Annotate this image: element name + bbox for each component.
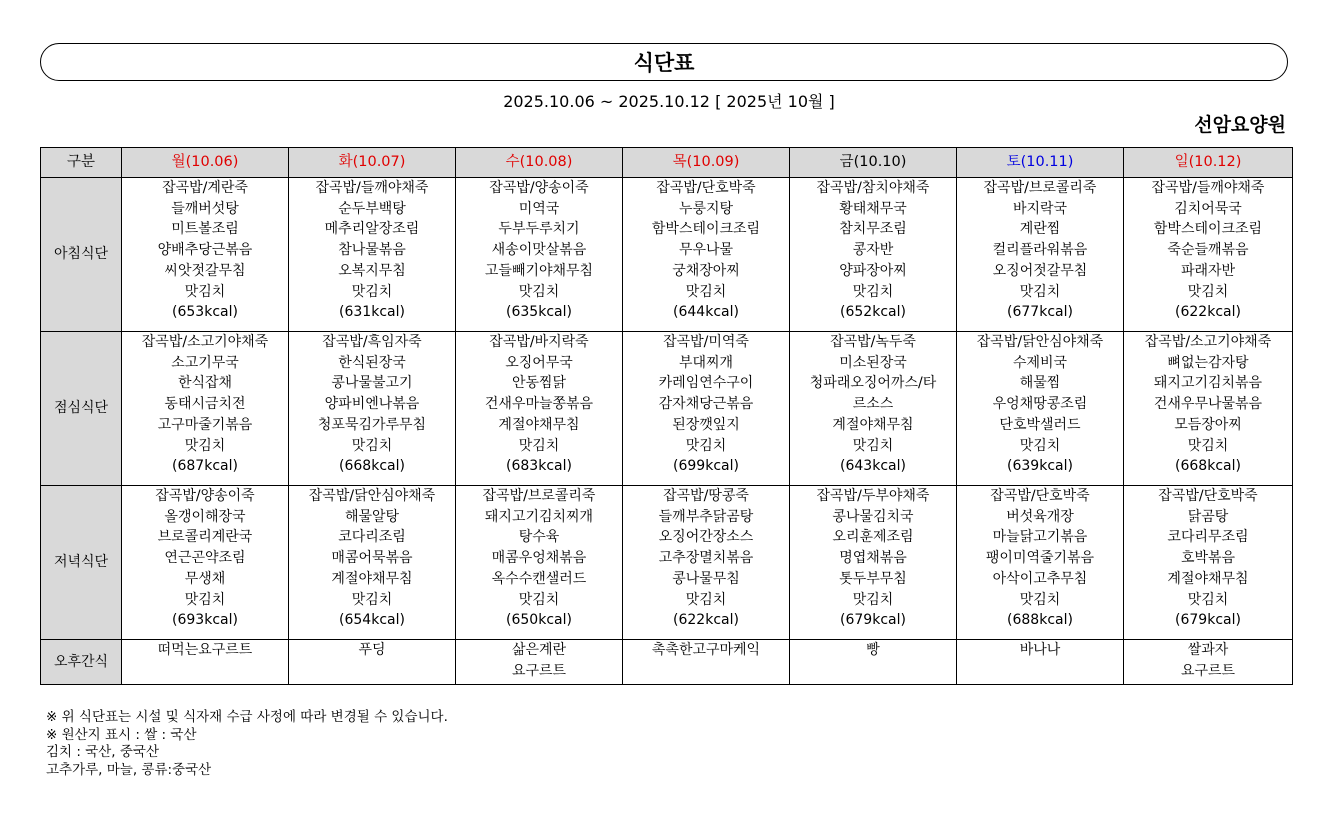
menu-cell <box>1124 332 1293 486</box>
menu-item: 잡곡밥/양송이죽 <box>155 488 255 504</box>
menu-item: (668kcal) <box>1175 458 1241 475</box>
menu-cell <box>122 640 289 685</box>
menu-item: 한식잡채 <box>177 375 233 392</box>
meal-row <box>41 332 1293 486</box>
menu-cell <box>623 178 790 332</box>
menu-item: (622kcal) <box>673 612 739 629</box>
menu-item: (643kcal) <box>840 458 906 475</box>
menu-item: 아삭이고추무침 <box>992 570 1088 587</box>
menu-item: 안동찜닭 <box>511 375 567 392</box>
menu-item: 콩자반 <box>852 242 894 259</box>
menu-cell <box>790 332 957 486</box>
menu-item: 바나나 <box>1019 642 1061 658</box>
menu-item: 새송이맛살볶음 <box>491 242 587 259</box>
menu-item: 맛김치 <box>1019 591 1061 608</box>
menu-item: 잡곡밥/바지락죽 <box>489 334 589 350</box>
menu-item: 양파장아찌 <box>839 262 907 279</box>
menu-cell <box>623 486 790 640</box>
menu-item: 맛김치 <box>184 591 226 608</box>
menu-item: 푸딩 <box>358 642 386 658</box>
menu-item: 콩나물불고기 <box>331 375 413 392</box>
menu-item: (677kcal) <box>1007 304 1073 321</box>
menu-item: (668kcal) <box>339 458 405 475</box>
note-line: 김치 : 국산, 중국산 <box>46 744 160 760</box>
menu-item: 잡곡밥/닭안심야채죽 <box>308 488 436 504</box>
menu-cell <box>456 640 623 685</box>
menu-cell <box>957 332 1124 486</box>
menu-item: (687kcal) <box>172 458 238 475</box>
menu-item: 잡곡밥/땅콩죽 <box>663 488 749 504</box>
menu-item: 코다리무조림 <box>1167 529 1249 546</box>
menu-item: 양파비엔나볶음 <box>324 396 420 413</box>
menu-item: 황태채무국 <box>839 200 907 217</box>
menu-item: (688kcal) <box>1007 612 1073 629</box>
menu-item: 맛김치 <box>351 591 393 608</box>
menu-item: 돼지고기김치볶음 <box>1153 375 1263 392</box>
menu-item: 매콤우엉채볶음 <box>491 550 587 567</box>
menu-item: 미소된장국 <box>839 354 907 371</box>
meal-row <box>41 178 1293 332</box>
menu-item: 청포묵김가루무침 <box>317 416 427 433</box>
meal-label: 아침식단 <box>41 178 122 332</box>
menu-item: (679kcal) <box>840 612 906 629</box>
menu-item: 건새우마늘쫑볶음 <box>484 396 594 413</box>
menu-item: (631kcal) <box>339 304 405 321</box>
menu-item: 오리훈제조림 <box>832 529 914 546</box>
menu-item: (653kcal) <box>172 304 238 321</box>
menu-item: 카레임연수구이 <box>658 375 754 392</box>
menu-item: 함박스테이크조림 <box>1153 221 1263 238</box>
menu-item: 단호박샐러드 <box>999 416 1081 433</box>
menu-item: 명엽채볶음 <box>839 550 907 567</box>
menu-item: 삶은계란 <box>511 642 567 658</box>
menu-cell <box>122 178 289 332</box>
menu-item: (693kcal) <box>172 612 238 629</box>
menu-item: 해물알탕 <box>344 508 400 525</box>
menu-item: (699kcal) <box>673 458 739 475</box>
menu-cell <box>456 486 623 640</box>
menu-item: 요구르트 <box>511 662 567 679</box>
menu-item: 고구마줄기볶음 <box>157 416 253 433</box>
menu-item: 잡곡밥/단호박죽 <box>1158 488 1258 504</box>
menu-item: 맛김치 <box>351 283 393 300</box>
menu-item: 잡곡밥/참치야채죽 <box>816 180 930 196</box>
page-title-box <box>40 43 1288 81</box>
menu-item: 고추장멸치볶음 <box>658 550 754 567</box>
menu-item: 빵 <box>866 642 880 658</box>
menu-item: 소고기무국 <box>171 354 239 371</box>
menu-cell <box>289 486 456 640</box>
date-range: 2025.10.06 ~ 2025.10.12 [ 2025년 10월 ] <box>503 92 835 111</box>
menu-item: 계절야채무침 <box>498 416 580 433</box>
menu-item: 탕수육 <box>518 529 560 546</box>
note-line: 고추가루, 마늘, 콩류:중국산 <box>46 761 212 778</box>
menu-item: 맛김치 <box>852 437 894 454</box>
menu-item: 뼈없는감자탕 <box>1167 354 1249 371</box>
menu-item: (654kcal) <box>339 612 405 629</box>
menu-cell <box>790 640 957 685</box>
menu-item: 우엉채땅콩조림 <box>992 396 1088 413</box>
menu-item: 들깨버섯탕 <box>171 200 239 217</box>
note-line: ※ 위 식단표는 시설 및 식자재 수급 사정에 따라 변경될 수 있습니다. <box>46 709 448 725</box>
menu-item: 동태시금치전 <box>164 396 246 413</box>
menu-item: 잡곡밥/단호박죽 <box>990 488 1090 504</box>
header-row <box>41 148 1293 178</box>
menu-item: 잡곡밥/소고기야채죽 <box>1144 334 1272 350</box>
menu-item: 한식된장국 <box>338 354 406 371</box>
menu-item: 오징어무국 <box>505 354 573 371</box>
menu-item: 미역국 <box>518 200 560 217</box>
menu-cell <box>289 640 456 685</box>
menu-item: 오징어젓갈무침 <box>992 262 1088 279</box>
menu-item: (683kcal) <box>506 458 572 475</box>
menu-cell <box>790 486 957 640</box>
menu-item: 잡곡밥/들깨야채죽 <box>315 180 429 196</box>
menu-item: 궁채장아찌 <box>672 262 740 279</box>
menu-item: 잡곡밥/양송이죽 <box>489 180 589 196</box>
menu-item: 옥수수캔샐러드 <box>491 570 587 587</box>
menu-item: (644kcal) <box>673 304 739 321</box>
menu-item: 코다리조림 <box>338 529 406 546</box>
menu-item: 양배추당근볶음 <box>157 242 253 259</box>
menu-item: 청파래오징어까스/타 <box>809 375 937 392</box>
menu-item: 잡곡밥/계란죽 <box>162 180 248 196</box>
menu-item: 컬리플라워볶음 <box>992 242 1088 259</box>
menu-item: 잡곡밥/브로콜리죽 <box>482 488 596 504</box>
menu-item: 맛김치 <box>852 591 894 608</box>
day-header: 월(10.06) <box>122 148 289 178</box>
menu-item: 맛김치 <box>184 437 226 454</box>
menu-item: 죽순들깨볶음 <box>1167 242 1249 259</box>
menu-item: 함박스테이크조림 <box>651 221 761 238</box>
menu-item: 오복지무침 <box>338 262 406 279</box>
menu-cell <box>1124 640 1293 685</box>
menu-item: 맛김치 <box>518 437 560 454</box>
menu-cell <box>957 178 1124 332</box>
menu-item: 맛김치 <box>1187 591 1229 608</box>
menu-item: (679kcal) <box>1175 612 1241 629</box>
day-header: 일(10.12) <box>1124 148 1293 178</box>
menu-cell <box>957 486 1124 640</box>
facility-name: 선암요양원 <box>1194 114 1286 136</box>
menu-item: 잡곡밥/흑임자죽 <box>322 334 422 350</box>
meal-label: 점심식단 <box>41 332 122 486</box>
menu-item: 순두부백탕 <box>338 200 406 217</box>
menu-item: 계절야채무침 <box>1167 570 1249 587</box>
meal-row <box>41 486 1293 640</box>
menu-item: (639kcal) <box>1007 458 1073 475</box>
menu-item: 맛김치 <box>685 283 727 300</box>
menu-item: 잡곡밥/들깨야채죽 <box>1151 180 1265 196</box>
day-header: 금(10.10) <box>790 148 957 178</box>
menu-item: 참치무조림 <box>839 221 907 238</box>
menu-item: 씨앗젓갈무침 <box>164 262 246 279</box>
menu-item: 잡곡밥/녹두죽 <box>830 334 916 350</box>
menu-item: 호박볶음 <box>1180 550 1236 567</box>
menu-item: 맛김치 <box>1187 437 1229 454</box>
menu-item: 쌀과자 <box>1187 642 1229 658</box>
menu-item: 김치어묵국 <box>1174 200 1242 217</box>
notes <box>46 709 448 779</box>
menu-cell <box>289 178 456 332</box>
menu-cell <box>790 178 957 332</box>
menu-item: 맛김치 <box>184 283 226 300</box>
menu-item: 콩나물무침 <box>672 570 740 587</box>
category-header: 구분 <box>41 148 122 178</box>
menu-item: 맛김치 <box>518 283 560 300</box>
menu-item: 파래자반 <box>1180 262 1236 279</box>
meal-label: 저녁식단 <box>41 486 122 640</box>
menu-item: (622kcal) <box>1175 304 1241 321</box>
menu-item: 계란찜 <box>1019 221 1061 238</box>
menu-table <box>40 147 1293 685</box>
menu-item: 맛김치 <box>518 591 560 608</box>
menu-item: 올갱이해장국 <box>164 508 246 525</box>
menu-cell <box>1124 486 1293 640</box>
menu-item: 수제비국 <box>1012 354 1068 371</box>
menu-item: 마늘닭고기볶음 <box>992 529 1088 546</box>
menu-item: 촉촉한고구마케익 <box>651 642 761 658</box>
menu-item: 연근곤약조림 <box>164 550 246 567</box>
menu-item: 부대찌개 <box>678 354 734 371</box>
menu-item: 맛김치 <box>1187 283 1229 300</box>
menu-item: 잡곡밥/브로콜리죽 <box>983 180 1097 196</box>
day-header: 토(10.11) <box>957 148 1124 178</box>
menu-item: 잡곡밥/미역죽 <box>663 334 749 350</box>
menu-item: 맛김치 <box>1019 437 1061 454</box>
meal-label: 오후간식 <box>41 640 122 685</box>
menu-item: 맛김치 <box>351 437 393 454</box>
menu-item: (652kcal) <box>840 304 906 321</box>
menu-cell <box>122 332 289 486</box>
menu-item: 잡곡밥/단호박죽 <box>656 180 756 196</box>
menu-item: 맛김치 <box>852 283 894 300</box>
menu-item: 해물찜 <box>1019 375 1061 392</box>
menu-cell <box>122 486 289 640</box>
page-title: 식단표 <box>633 51 695 75</box>
menu-item: 떠먹는요구르트 <box>157 642 253 658</box>
menu-cell <box>623 332 790 486</box>
menu-item: (635kcal) <box>506 304 572 321</box>
menu-item: 무우나물 <box>678 242 734 259</box>
menu-item: 매콤어묵볶음 <box>331 550 413 567</box>
menu-item: 된장깻잎지 <box>672 416 740 433</box>
menu-cell <box>1124 178 1293 332</box>
menu-item: 누룽지탕 <box>678 200 734 217</box>
menu-item: 브로콜리계란국 <box>157 529 253 546</box>
menu-item: 톳두부무침 <box>839 570 907 587</box>
menu-cell <box>456 178 623 332</box>
menu-item: (650kcal) <box>506 612 572 629</box>
note-line: ※ 원산지 표시 : 쌀 : 국산 <box>46 726 197 743</box>
menu-item: 오징어간장소스 <box>658 529 754 546</box>
menu-item: 참나물볶음 <box>338 242 406 259</box>
menu-item: 요구르트 <box>1180 662 1236 679</box>
menu-item: 두부두루치기 <box>498 221 580 238</box>
menu-item: 버섯육개장 <box>1006 508 1074 525</box>
menu-cell <box>289 332 456 486</box>
menu-item: 맛김치 <box>1019 283 1061 300</box>
day-header: 화(10.07) <box>289 148 456 178</box>
snack-row <box>41 640 1293 685</box>
menu-item: 잡곡밥/닭안심야채죽 <box>976 334 1104 350</box>
menu-item: 메추리알장조림 <box>324 221 420 238</box>
menu-item: 건새우무나물볶음 <box>1153 396 1263 413</box>
menu-item: 미트볼조림 <box>171 221 239 238</box>
menu-item: 르소스 <box>852 396 894 413</box>
menu-item: 콩나물김치국 <box>832 508 914 525</box>
menu-cell <box>957 640 1124 685</box>
menu-item: 닭곰탕 <box>1187 508 1229 525</box>
menu-cell <box>623 640 790 685</box>
day-header: 목(10.09) <box>623 148 790 178</box>
menu-item: 계절야채무침 <box>331 570 413 587</box>
menu-item: 팽이미역줄기볶음 <box>985 550 1095 567</box>
menu-cell <box>456 332 623 486</box>
menu-item: 모듬장아찌 <box>1174 416 1242 433</box>
menu-item: 감자채당근볶음 <box>658 396 754 413</box>
menu-item: 잡곡밥/두부야채죽 <box>816 488 930 504</box>
menu-item: 고들빼기야채무침 <box>484 262 594 279</box>
menu-item: 바지락국 <box>1012 200 1068 217</box>
menu-item: 들깨부추닭곰탕 <box>658 508 754 525</box>
menu-item: 맛김치 <box>685 437 727 454</box>
day-header: 수(10.08) <box>456 148 623 178</box>
menu-item: 돼지고기김치찌개 <box>484 508 594 525</box>
menu-item: 맛김치 <box>685 591 727 608</box>
menu-item: 계절야채무침 <box>832 416 914 433</box>
menu-item: 잡곡밥/소고기야채죽 <box>141 334 269 350</box>
menu-item: 무생채 <box>184 570 226 587</box>
